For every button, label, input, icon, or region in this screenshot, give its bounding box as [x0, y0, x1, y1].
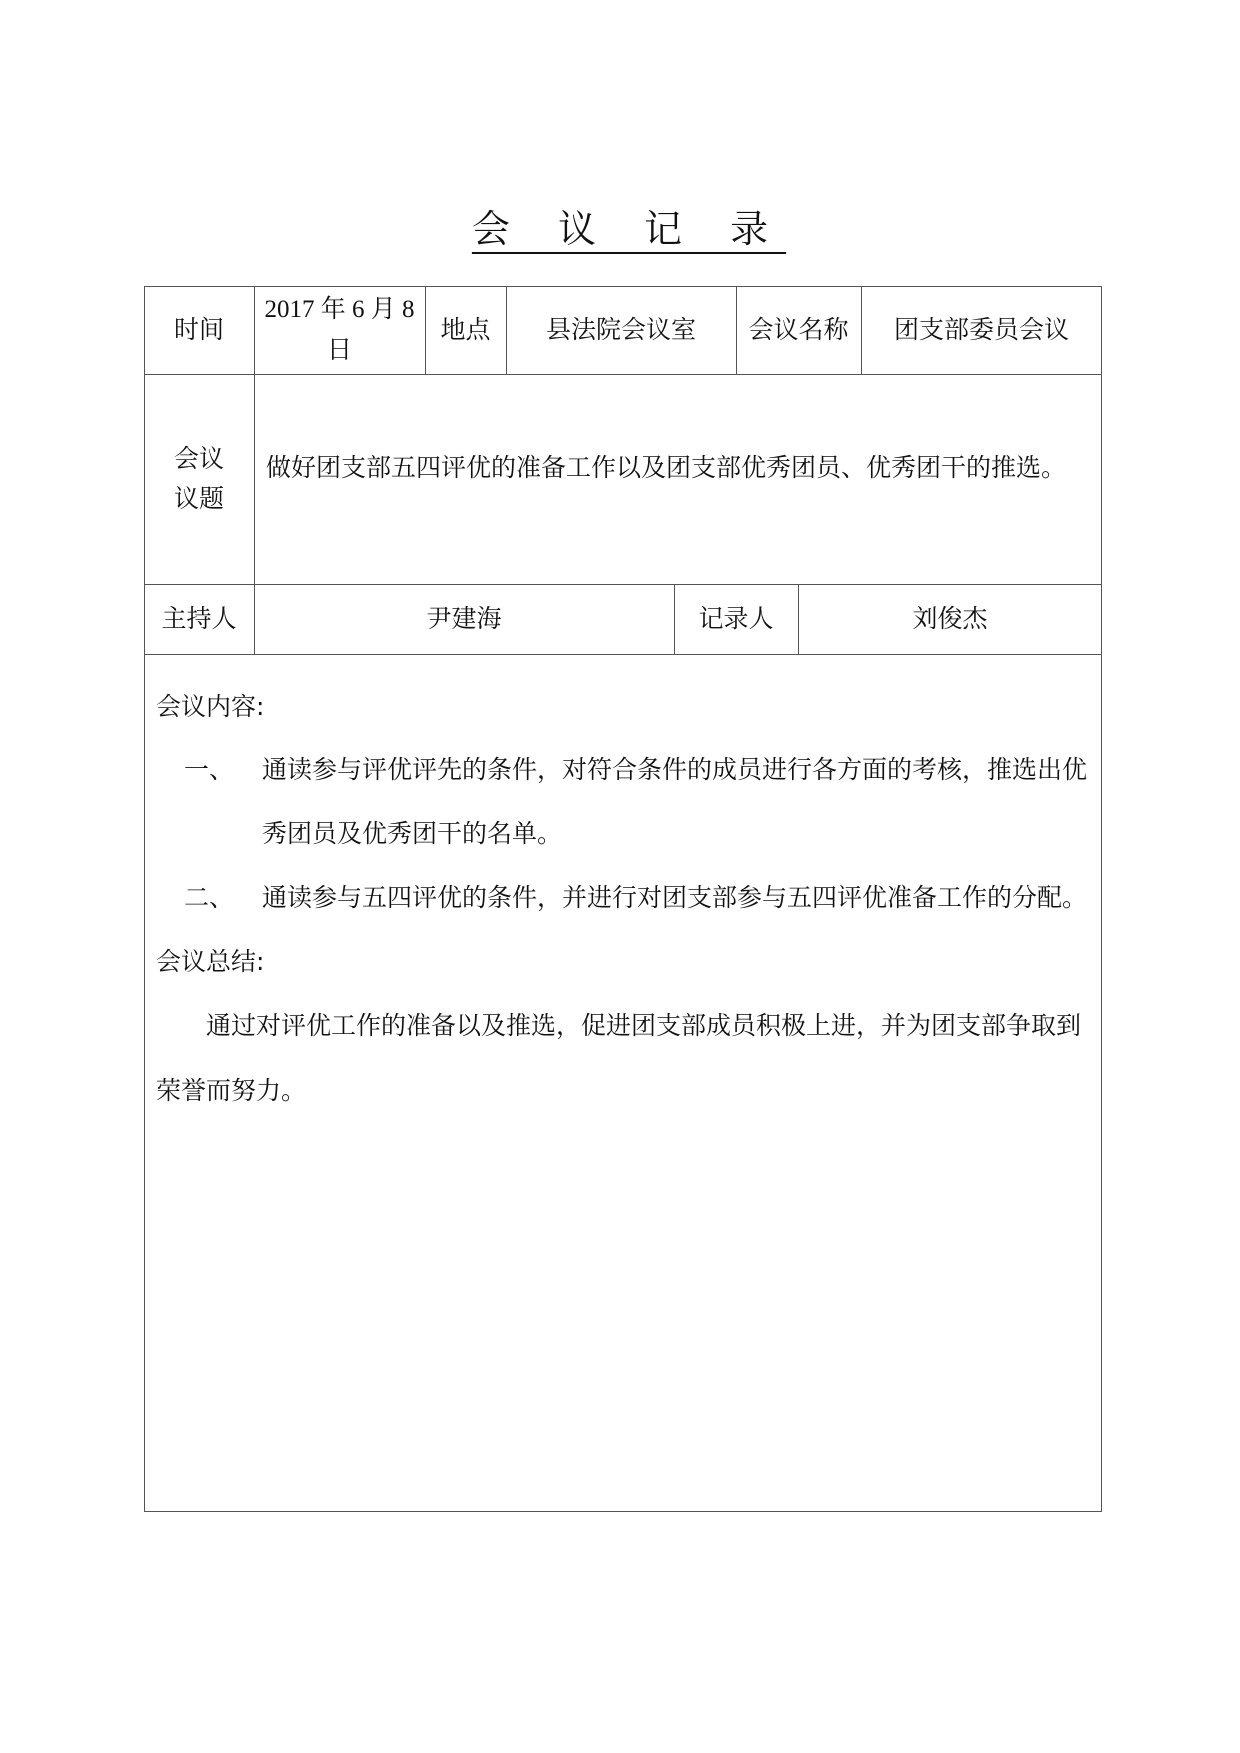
- topic-value: 做好团支部五四评优的准备工作以及团支部优秀团员、优秀团干的推选。: [266, 453, 1067, 482]
- place-label: 地点: [440, 315, 491, 344]
- time-value-line2: 日: [326, 335, 352, 364]
- item2-number: 二、: [184, 883, 235, 912]
- content-heading: 会议内容:: [156, 692, 265, 721]
- row-divider: [144, 654, 1102, 655]
- meeting-name-value: 团支部委员会议: [893, 315, 1069, 344]
- summary-heading: 会议总结:: [156, 947, 265, 976]
- item1-number: 一、: [184, 755, 235, 784]
- summary-line1: 通过对评优工作的准备以及推选，促进团支部成员积极上进，并为团支部争取到: [206, 1011, 1082, 1040]
- item1-line2: 秀团员及优秀团干的名单。: [262, 819, 563, 848]
- recorder-value: 刘俊杰: [912, 604, 988, 633]
- document-title: 会 议 记 录: [471, 207, 787, 251]
- time-label: 时间: [173, 315, 224, 344]
- topic-label: [144, 374, 254, 584]
- recorder-label: 记录人: [698, 604, 774, 633]
- summary-line2: 荣誉而努力。: [156, 1076, 307, 1105]
- row-divider: [144, 374, 1102, 375]
- topic-label-line2: 议题: [173, 484, 224, 513]
- host-label: 主持人: [161, 604, 237, 633]
- item1-line1: 通读参与评优评先的条件，对符合条件的成员进行各方面的考核，推选出优: [262, 755, 1088, 784]
- time-value: [254, 286, 425, 374]
- place-value: 县法院会议室: [545, 315, 696, 344]
- host-value: 尹建海: [426, 604, 502, 633]
- item2-line1: 通读参与五四评优的条件，并进行对团支部参与五四评优准备工作的分配。: [262, 883, 1088, 912]
- meeting-name-label: 会议名称: [748, 315, 849, 344]
- topic-label-line1: 会议: [173, 444, 224, 473]
- time-value-line1: 2017 年 6 月 8: [264, 296, 415, 323]
